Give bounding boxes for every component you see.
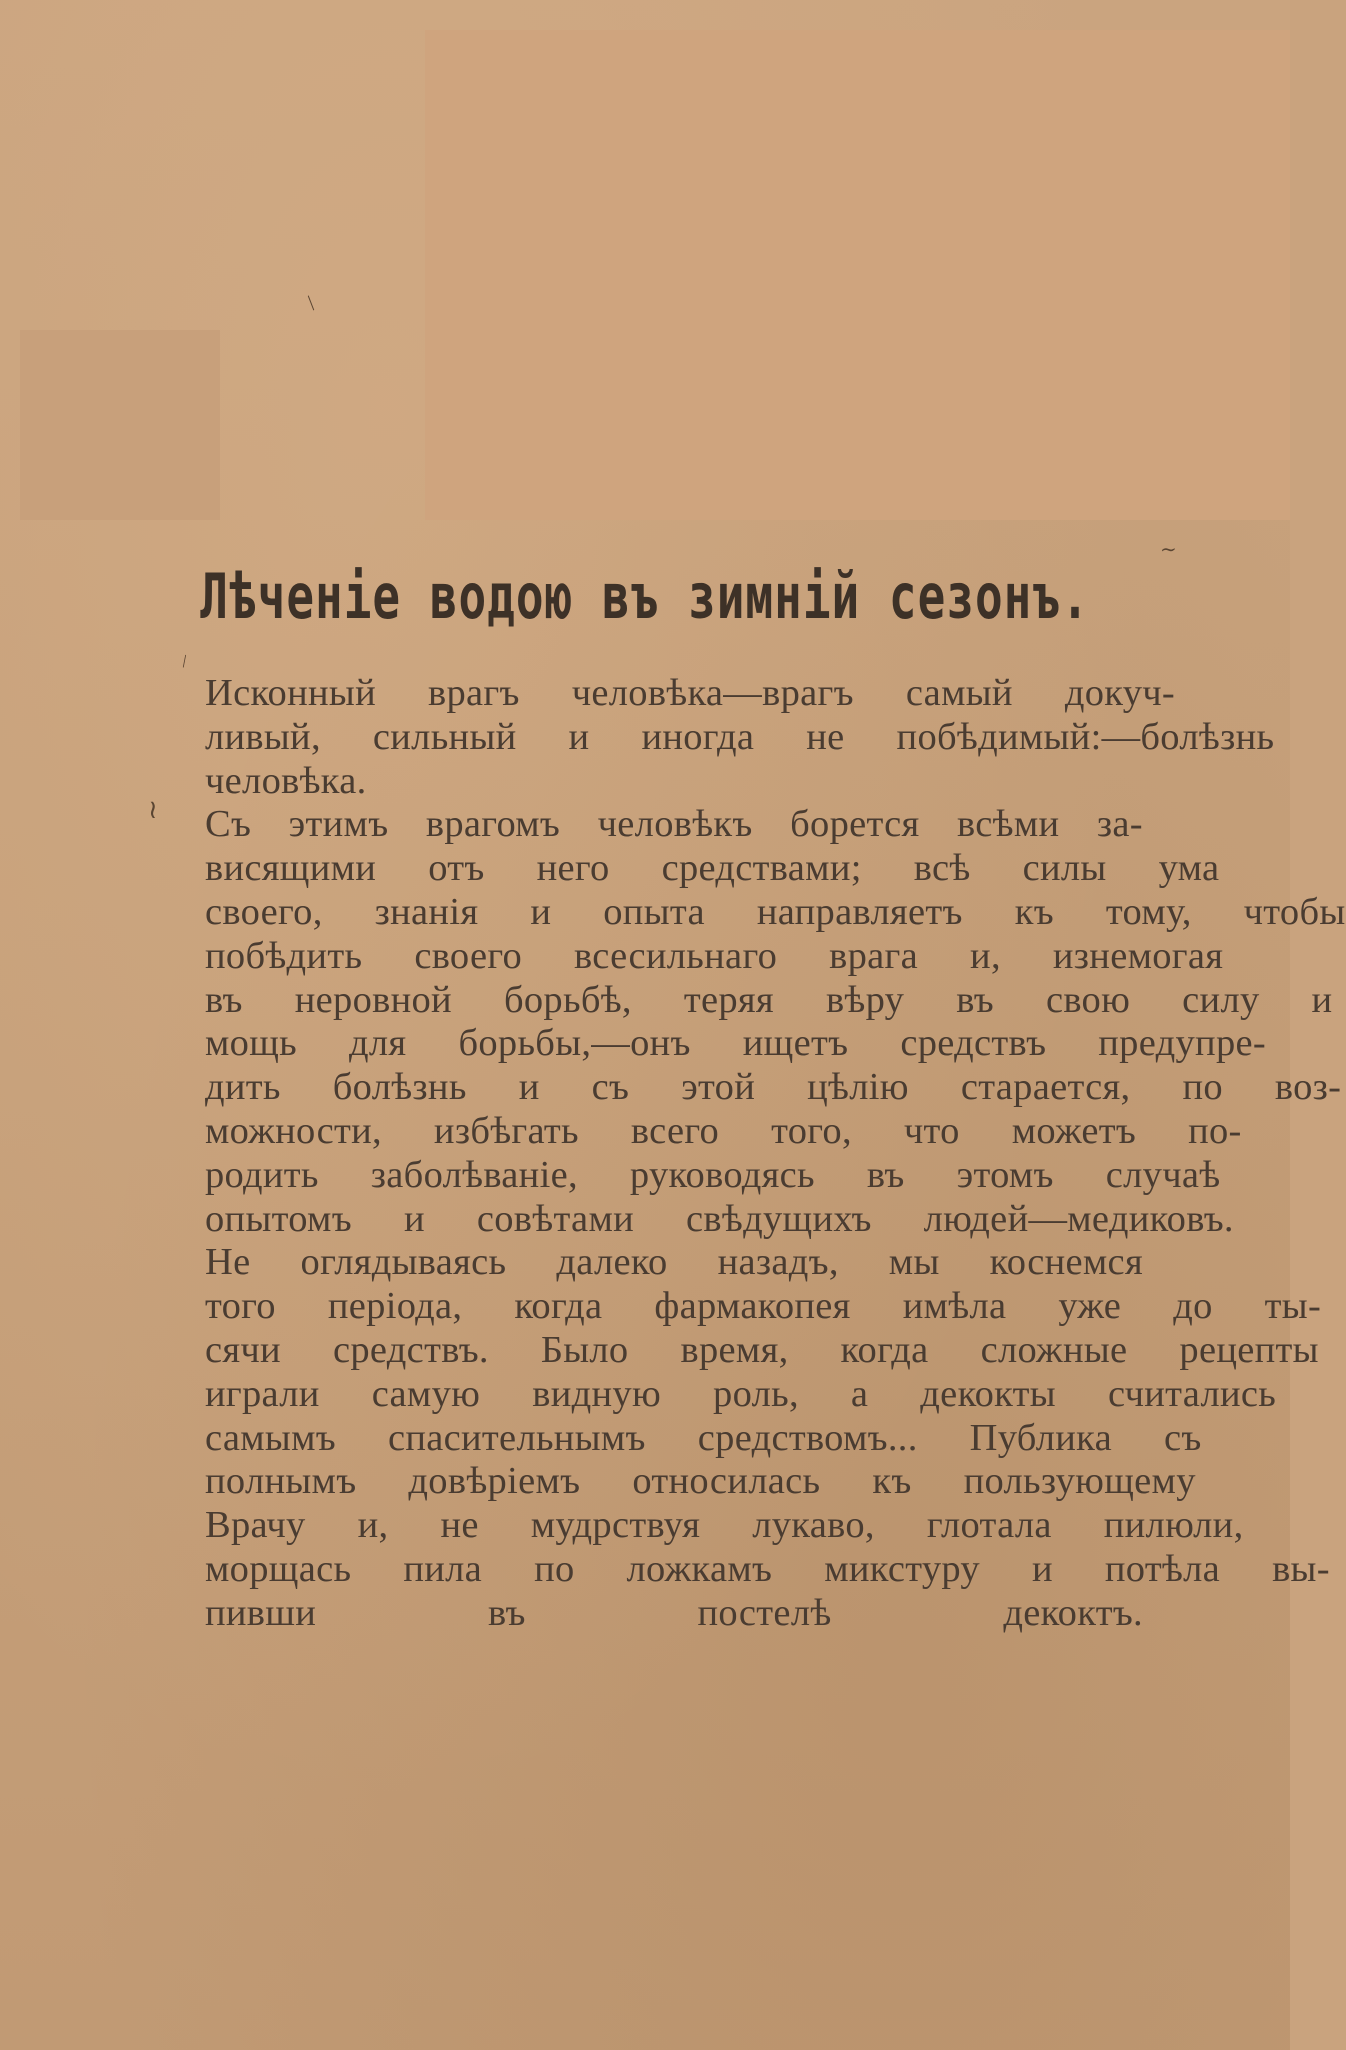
word: Не [205,1241,251,1284]
word: Врачу [205,1504,306,1547]
word: по [1182,1066,1223,1109]
text-line [153,1547,1330,1592]
word: пила [403,1547,483,1590]
word: врага [829,934,919,977]
word: ищетъ [742,1022,849,1065]
paper-speck: / [300,291,322,315]
word: когда [514,1285,603,1328]
word: съ [1163,1416,1202,1459]
text-line [153,1022,1267,1066]
word: съ [591,1066,630,1109]
word: тому, [1105,890,1192,933]
word: микстуру [824,1547,980,1590]
word: считались [1107,1372,1277,1415]
chapter-title: Лѣченіе водою въ зимній сезонъ. [200,560,1090,633]
word: всего [630,1109,720,1152]
word: всѣ [913,847,971,890]
word: чтобы [1243,890,1346,933]
word: въ [205,978,243,1021]
word: сильный [372,715,517,758]
word: и [1311,978,1333,1021]
text-line: пивши въ постелѣ декоктъ. [205,1591,1143,1634]
word: можетъ [1011,1109,1137,1152]
word: въ [866,1153,905,1196]
word: для [349,1022,407,1065]
text-line [153,847,1220,891]
word: своего, [205,890,323,933]
word: болѣзнь [332,1066,467,1109]
paper-speck: \ [177,651,192,671]
word: и [568,715,590,758]
word: роль, [713,1372,799,1415]
text-line [153,1109,1242,1154]
text-line [153,1504,1244,1548]
text-line [153,1197,1234,1242]
word: врагъ [427,672,520,714]
word: Исконный [205,672,376,714]
word: и [403,1197,425,1240]
text-line [153,890,1346,935]
word: самую [371,1372,481,1415]
word: за- [1096,803,1143,846]
text-line [153,934,1224,979]
word: самый [905,672,1013,714]
word: побѣдить [205,934,363,977]
word: опыта [603,890,705,933]
word: мудрствуя [530,1504,701,1547]
text-line [153,1328,1319,1373]
word: не [440,1504,479,1547]
paragraph-1 [153,672,1275,803]
paper-speck: ≀ [148,795,158,824]
word: вы- [1272,1547,1330,1590]
body-text [153,672,1346,1636]
word: рецепты [1179,1328,1319,1371]
word: знанія [374,890,479,933]
text-line [153,1066,1342,1110]
word: средствомъ... [697,1416,918,1459]
word: самымъ [205,1416,336,1459]
word: до [1173,1285,1213,1328]
word: и [518,1066,540,1109]
word: средствъ [900,1022,1047,1065]
text-line: человѣка. [205,759,367,802]
word: руководясь [629,1153,815,1196]
word: цѣлію [807,1066,909,1109]
word: морщась [205,1547,352,1590]
word: людей—медиковъ. [923,1197,1234,1240]
word: висящими [205,847,377,890]
word: изнемогая [1052,934,1224,977]
word: и [530,890,552,933]
word: того [205,1285,276,1328]
word: полнымъ [205,1460,357,1503]
word: своего [414,934,523,977]
text-line [153,1241,1143,1285]
word: силу [1182,978,1260,1021]
text-line [153,672,1176,716]
word: пользующему [963,1460,1196,1503]
word: по [534,1547,575,1590]
word: можности, [205,1109,382,1152]
word: декокты [920,1372,1056,1415]
word: что [903,1109,960,1152]
word: предупре- [1098,1022,1267,1065]
word: коснемся [989,1241,1143,1284]
word: отъ [428,847,485,890]
word: пилюли, [1103,1504,1244,1547]
text-line [153,1372,1277,1417]
word: человѣкъ [597,803,753,846]
text-line [153,715,1275,760]
word: когда [840,1328,929,1371]
word: родить [205,1153,319,1196]
word: относилась [632,1460,821,1503]
word: ты- [1264,1285,1322,1328]
word: теряя [683,978,774,1021]
paragraph-3 [153,1241,1330,1635]
word: не [806,715,845,758]
word: ума [1158,847,1220,890]
word: направляетъ [756,890,963,933]
word: докуч- [1064,672,1176,714]
text-line [153,1153,1221,1198]
word: силы [1022,847,1107,890]
word: всѣми [956,803,1060,846]
text-line [153,1460,1196,1504]
word: опытомъ [205,1197,352,1240]
word: всесильнаго [574,934,778,977]
word: него [536,847,610,890]
word: иногда [641,715,755,758]
word: этомъ [956,1153,1054,1196]
word: а [850,1372,869,1415]
word: Съ [205,803,252,846]
word: и, [357,1504,389,1547]
word: глотала [926,1504,1052,1547]
word: ливый, [205,715,321,758]
word: свою [1045,978,1131,1021]
word: воз- [1274,1066,1342,1109]
word: вѣру [825,978,905,1021]
word: фармакопея [654,1285,851,1328]
word: назадъ, [717,1241,839,1284]
word: борется [790,803,920,846]
word: борьбы,—онъ [458,1022,691,1065]
blank-patch-left [20,330,220,520]
word: по- [1188,1109,1242,1152]
word: играли [205,1372,320,1415]
paper-speck: ∼ [1160,539,1177,561]
word: имѣла [902,1285,1007,1328]
word: къ [872,1460,912,1503]
word: дить [205,1066,281,1109]
word: побѣдимый:—болѣзнь [896,715,1275,758]
word: случаѣ [1105,1153,1221,1196]
word: заболѣваніе, [370,1153,578,1196]
word: средствъ. [332,1328,489,1371]
word: этимъ [288,803,389,846]
word: и, [970,934,1001,977]
word: сячи [205,1328,281,1371]
word: сложные [980,1328,1128,1371]
word: уже [1058,1285,1122,1328]
paragraph-2 [153,803,1346,1241]
word: свѣдущихъ [686,1197,872,1240]
word: неровной [294,978,452,1021]
word: мощь [205,1022,298,1065]
word: мы [888,1241,940,1284]
word: врагомъ [425,803,561,846]
word: Публика [969,1416,1112,1459]
word: человѣка—врагъ [571,672,854,714]
word: оглядываясь [300,1241,507,1284]
word: совѣтами [476,1197,635,1240]
word: время, [680,1328,789,1371]
word: далеко [556,1241,668,1284]
word: средствами; [661,847,862,890]
word: въ [956,978,994,1021]
word: и [1031,1547,1053,1590]
word: видную [532,1372,662,1415]
word: періода, [327,1285,463,1328]
text-line [153,803,1143,847]
blank-patch-top [425,30,1290,520]
word: спасительнымъ [387,1416,646,1459]
word: лукаво, [752,1504,875,1547]
text-line [153,978,1333,1023]
word: Было [540,1328,629,1371]
word: того, [771,1109,852,1152]
word: довѣріемъ [408,1460,581,1503]
word: потѣла [1104,1547,1221,1590]
word: этой [681,1066,756,1109]
word: избѣгать [433,1109,579,1152]
text-line [153,1416,1202,1461]
word: борьбѣ, [503,978,632,1021]
word: старается, [960,1066,1131,1109]
word: къ [1014,890,1054,933]
word: ложкамъ [626,1547,773,1590]
text-line [153,1285,1322,1329]
